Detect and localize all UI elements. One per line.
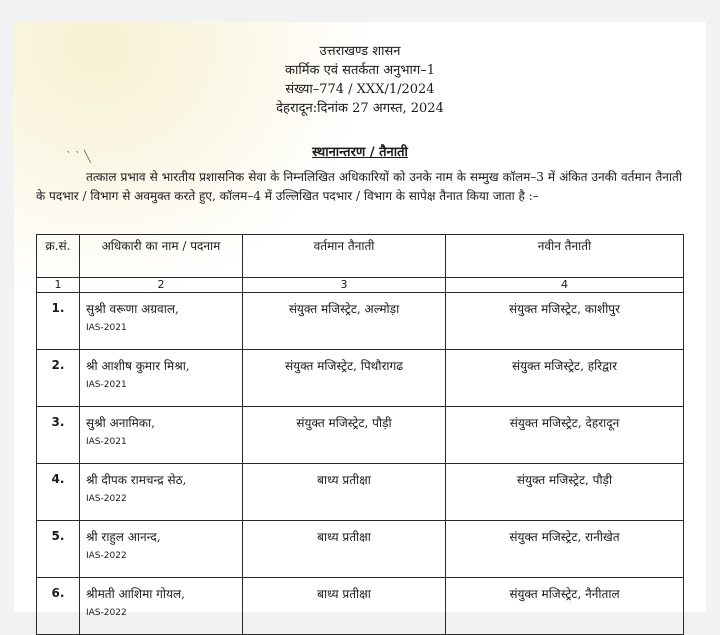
order-number: संख्या–774 / XXX/1/2024 xyxy=(285,82,435,97)
col-number: 1 xyxy=(37,278,80,293)
current-posting: बाध्य प्रतीक्षा xyxy=(243,521,446,578)
new-posting: संयुक्त मजिस्ट्रेट, देहरादून xyxy=(446,407,684,464)
officer-cadre: IAS-2022 xyxy=(86,551,127,561)
table-row xyxy=(37,578,684,635)
col-number: 3 xyxy=(243,278,446,293)
officer-name: श्रीमती आशिमा गोयल, xyxy=(86,587,185,601)
subject-heading: स्थानान्तरण / तैनाती xyxy=(312,145,408,160)
col-header-current: वर्तमान तैनाती xyxy=(243,235,446,278)
current-posting: बाध्य प्रतीक्षा xyxy=(243,578,446,635)
col-number: 4 xyxy=(446,278,684,293)
officer-cadre: IAS-2021 xyxy=(86,380,127,390)
table-row xyxy=(37,293,684,350)
new-posting: संयुक्त मजिस्ट्रेट, पौड़ी xyxy=(446,464,684,521)
new-posting: संयुक्त मजिस्ट्रेट, रानीखेत xyxy=(446,521,684,578)
new-posting: संयुक्त मजिस्ट्रेट, काशीपुर xyxy=(446,293,684,350)
officer-name: श्री दीपक रामचन्द्र सेठ, xyxy=(86,473,187,487)
pen-mark: ˋ ˋ ╲ xyxy=(66,150,91,163)
table-row xyxy=(37,350,684,407)
current-posting: संयुक्त मजिस्ट्रेट, अल्मोड़ा xyxy=(243,293,446,350)
document-header xyxy=(14,42,706,118)
serial-number: 6. xyxy=(37,578,80,635)
col-header-new: नवीन तैनाती xyxy=(446,235,684,278)
serial-number: 3. xyxy=(37,407,80,464)
officer-cadre: IAS-2021 xyxy=(86,437,127,447)
officer-cadre: IAS-2022 xyxy=(86,494,127,504)
serial-number: 2. xyxy=(37,350,80,407)
transfer-table xyxy=(36,234,684,635)
table-row xyxy=(37,407,684,464)
table-row xyxy=(37,464,684,521)
officer-cell xyxy=(80,293,243,350)
officer-cell xyxy=(80,578,243,635)
table-row xyxy=(37,521,684,578)
officer-cadre: IAS-2022 xyxy=(86,608,127,618)
officer-cell xyxy=(80,521,243,578)
order-date: देहरादून:दिनांक 27 अगस्त, 2024 xyxy=(276,101,444,116)
department-name: कार्मिक एवं सतर्कता अनुभाग–1 xyxy=(285,63,435,78)
officer-name: सुश्री अनामिका, xyxy=(86,416,155,430)
officer-name: श्री आशीष कुमार मिश्रा, xyxy=(86,359,190,373)
document-page xyxy=(14,22,706,618)
table-header-row xyxy=(37,235,684,278)
officer-name: श्री राहुल आनन्द, xyxy=(86,530,161,544)
current-posting: संयुक्त मजिस्ट्रेट, पौड़ी xyxy=(243,407,446,464)
new-posting: संयुक्त मजिस्ट्रेट, हरिद्वार xyxy=(446,350,684,407)
serial-number: 4. xyxy=(37,464,80,521)
current-posting: संयुक्त मजिस्ट्रेट, पिथौरागढ xyxy=(243,350,446,407)
serial-number: 5. xyxy=(37,521,80,578)
officer-cell xyxy=(80,407,243,464)
serial-number: 1. xyxy=(37,293,80,350)
order-paragraph: तत्काल प्रभाव से भारतीय प्रशासनिक सेवा के निम्नलिखित अधिकारियों को उनके नाम के सम्मुख कॉलम–3 में अंकित उनकी वर्तमान तैनाती के पदभार / विभाग से अवमुक्त करते हुए, कॉलम–4 में उल्लिखित पदभार / विभाग के सापेक्ष तैनात किया जाता है :– xyxy=(36,170,682,203)
col-header-officer: अधिकारी का नाम / पदनाम xyxy=(80,235,243,278)
col-header-sno: क्र.सं. xyxy=(37,235,80,278)
officer-cell xyxy=(80,464,243,521)
officer-cell xyxy=(80,350,243,407)
government-name: उत्तराखण्ड शासन xyxy=(319,44,401,59)
new-posting: संयुक्त मजिस्ट्रेट, नैनीताल xyxy=(446,578,684,635)
column-number-row xyxy=(37,278,684,293)
officer-cadre: IAS-2021 xyxy=(86,323,127,333)
officer-name: सुश्री वरूणा अग्रवाल, xyxy=(86,302,179,316)
col-number: 2 xyxy=(80,278,243,293)
current-posting: बाध्य प्रतीक्षा xyxy=(243,464,446,521)
